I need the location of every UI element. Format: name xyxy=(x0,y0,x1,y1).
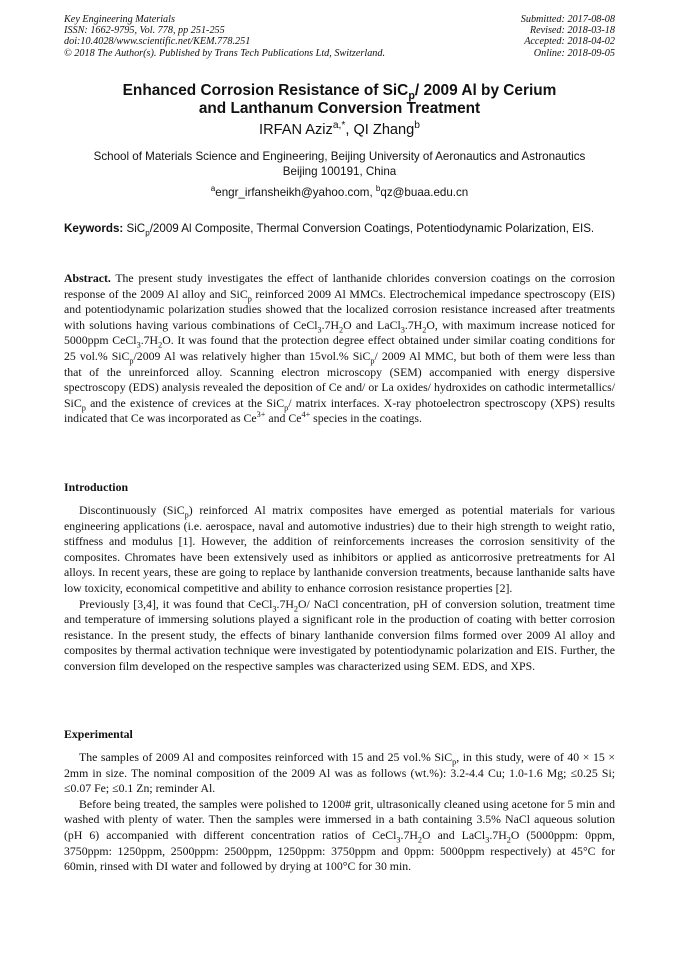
introduction-body xyxy=(64,503,615,675)
introduction-heading: Introduction xyxy=(64,480,129,494)
paper-title: Enhanced Corrosion Resistance of SiC$_p$/ 2009 Al by Cerium and Lanthanum Conversion Treatment xyxy=(122,82,557,117)
online-date: Online: 2018-09-05 xyxy=(533,47,615,59)
abstract-label: Abstract. xyxy=(64,271,111,285)
abstract: Abstract. The present study investigates the effect of lanthanide chlorides conversion coatings on the corrosion response of the 2009 Al alloy and SiC$_p$ reinforced 2009 Al MMCs. Electrochemical impedance spectroscopy (EIS) and potentiodynamic polarization studies showed that the localized corrosion resistance increased after treatments with solutions having various combinations of $CeCl_3.7H_2O$ and $LaCl_3.7H_2O$, with maximum increase noticed for 5000ppm $CeCl_3.7H_2O$. It was found that the protection degree effect obtained under similar coating conditions for 25 vol.% SiC$_p$/2009 Al was relatively higher than 15vol.% SiC$_p$/ 2009 Al MMC, but both of them were less than that of the unreinforced alloy. Scanning electron microscopy (SEM) accompanied with energy dispersive spectroscopy (EDS) analysis revealed the deposition of Ce and/ or La oxides/ hydroxides on cathodic intermetallics/ SiC$_p$ and the existence of crevices at the SiC$_p$/ matrix interfaces. X-ray photoelectron spectroscopy (XPS) results indicated that Ce was incorporated as $Ce^{3+}$ and $Ce^{4+}$ species in the coatings. xyxy=(64,271,615,426)
accepted-date: Accepted: 2018-04-02 xyxy=(524,36,615,48)
keywords: Keywords: SiC$_p$/2009 Al Composite, Thermal Conversion Coatings, Potentiodynamic Polarization, EIS. xyxy=(64,222,595,238)
journal-info xyxy=(64,14,444,59)
intro-paragraph-2: Previously [3,4], it was found that $CeCl_3.7H_2O/$ NaCl concentration, pH of conversion solution, treatment time and temperature of immersing solutions played a significant role in the production of coating with better corrosion resistance. In the present study, the effects of binary lanthanide conversion films formed over 2009 Al alloy and composites by thermal activation technique were investigated by potentiodynamic polarization and EIS. Further, the conversion film developed on the respective samples was characterized using SEM. EDS, and XPS. xyxy=(64,596,616,673)
exp-paragraph-1: The samples of 2009 Al and composites reinforced with 15 and 25 vol.% SiC$_p$, in this study, were of 40 × 15 × 2mm in size. The nominal composition of the 2009 Al was as follows (wt.%): 3.2-4.4 Cu; 1.0-1.6 Mg; ≤0.25 Si; ≤0.07 Fe; ≤0.1 Zn; reminder Al. xyxy=(64,750,615,796)
journal-name: Key Engineering Materials xyxy=(64,14,175,25)
copyright: © 2018 The Author(s). Published by Trans Tech Publications Ltd, Switzerland. xyxy=(64,47,386,59)
revised-date: Revised: 2018-03-18 xyxy=(529,25,615,37)
dates-info xyxy=(445,14,615,59)
exp-paragraph-2: Before being treated, the samples were polished to 1200# grit, ultrasonically cleaned using acetone for 5 min and washed with plenty of water. Then the samples were immersed in a bath containing 3.5% NaCl aqueous solution (pH 6) accompanied with different concentration ratios of $CeCl_3.7H_2O$ and $LaCl_3.7H_2O$ (5000ppm: 0ppm, 3750ppm: 1250ppm, 2500ppm: 2500ppm, 1250ppm: 3750ppm and 0ppm: 5000ppm respectively) at 45°C for 60min, rinsed with DI water and followed by drying at 100°C for 30 min. xyxy=(64,796,615,874)
author-1: IRFAN Aziz xyxy=(259,122,333,138)
affiliation: School of Materials Science and Engineering, Beijing University of Aeronautics and Astronautics Beijing 100191, China xyxy=(93,150,586,178)
author-2: QI Zhang xyxy=(353,122,415,138)
authors: IRFAN Aziz$^{a,*}$, QI Zhang$^b$ xyxy=(259,120,420,138)
author-emails: $^a$engr_irfansheikh@yahoo.com, $^b$qz@buaa.edu.cn xyxy=(210,184,469,199)
experimental-body xyxy=(64,750,615,875)
submitted-date: Submitted: 2017-08-08 xyxy=(520,14,615,25)
doi: doi:10.4028/www.scientific.net/KEM.778.251 xyxy=(64,36,251,48)
keywords-label: Keywords: xyxy=(64,222,124,235)
experimental-heading: Experimental xyxy=(64,727,133,741)
issn: ISSN: 1662-9795, Vol. 778, pp 251-255 xyxy=(64,25,225,37)
intro-paragraph-1: Discontinuously (SiC$_p$) reinforced Al matrix composites have emerged as potential materials for various engineering applications (i.e. aerospace, naval and automotive industries) due to their high strength to weight ratio, stiffness and modulus [1]. However, the addition of reinforcements increases the corrosion sensitivity of the composites. Chromates have been extensively used as inhibitors or applied as anticorrosive pretreatments for Al alloys. In recent years, these are going to replace by lanthanide conversion treatments, because lanthanide salts have low toxicity, economical competitive and ability to enhance corrosion resistance properties [2]. xyxy=(64,503,615,595)
